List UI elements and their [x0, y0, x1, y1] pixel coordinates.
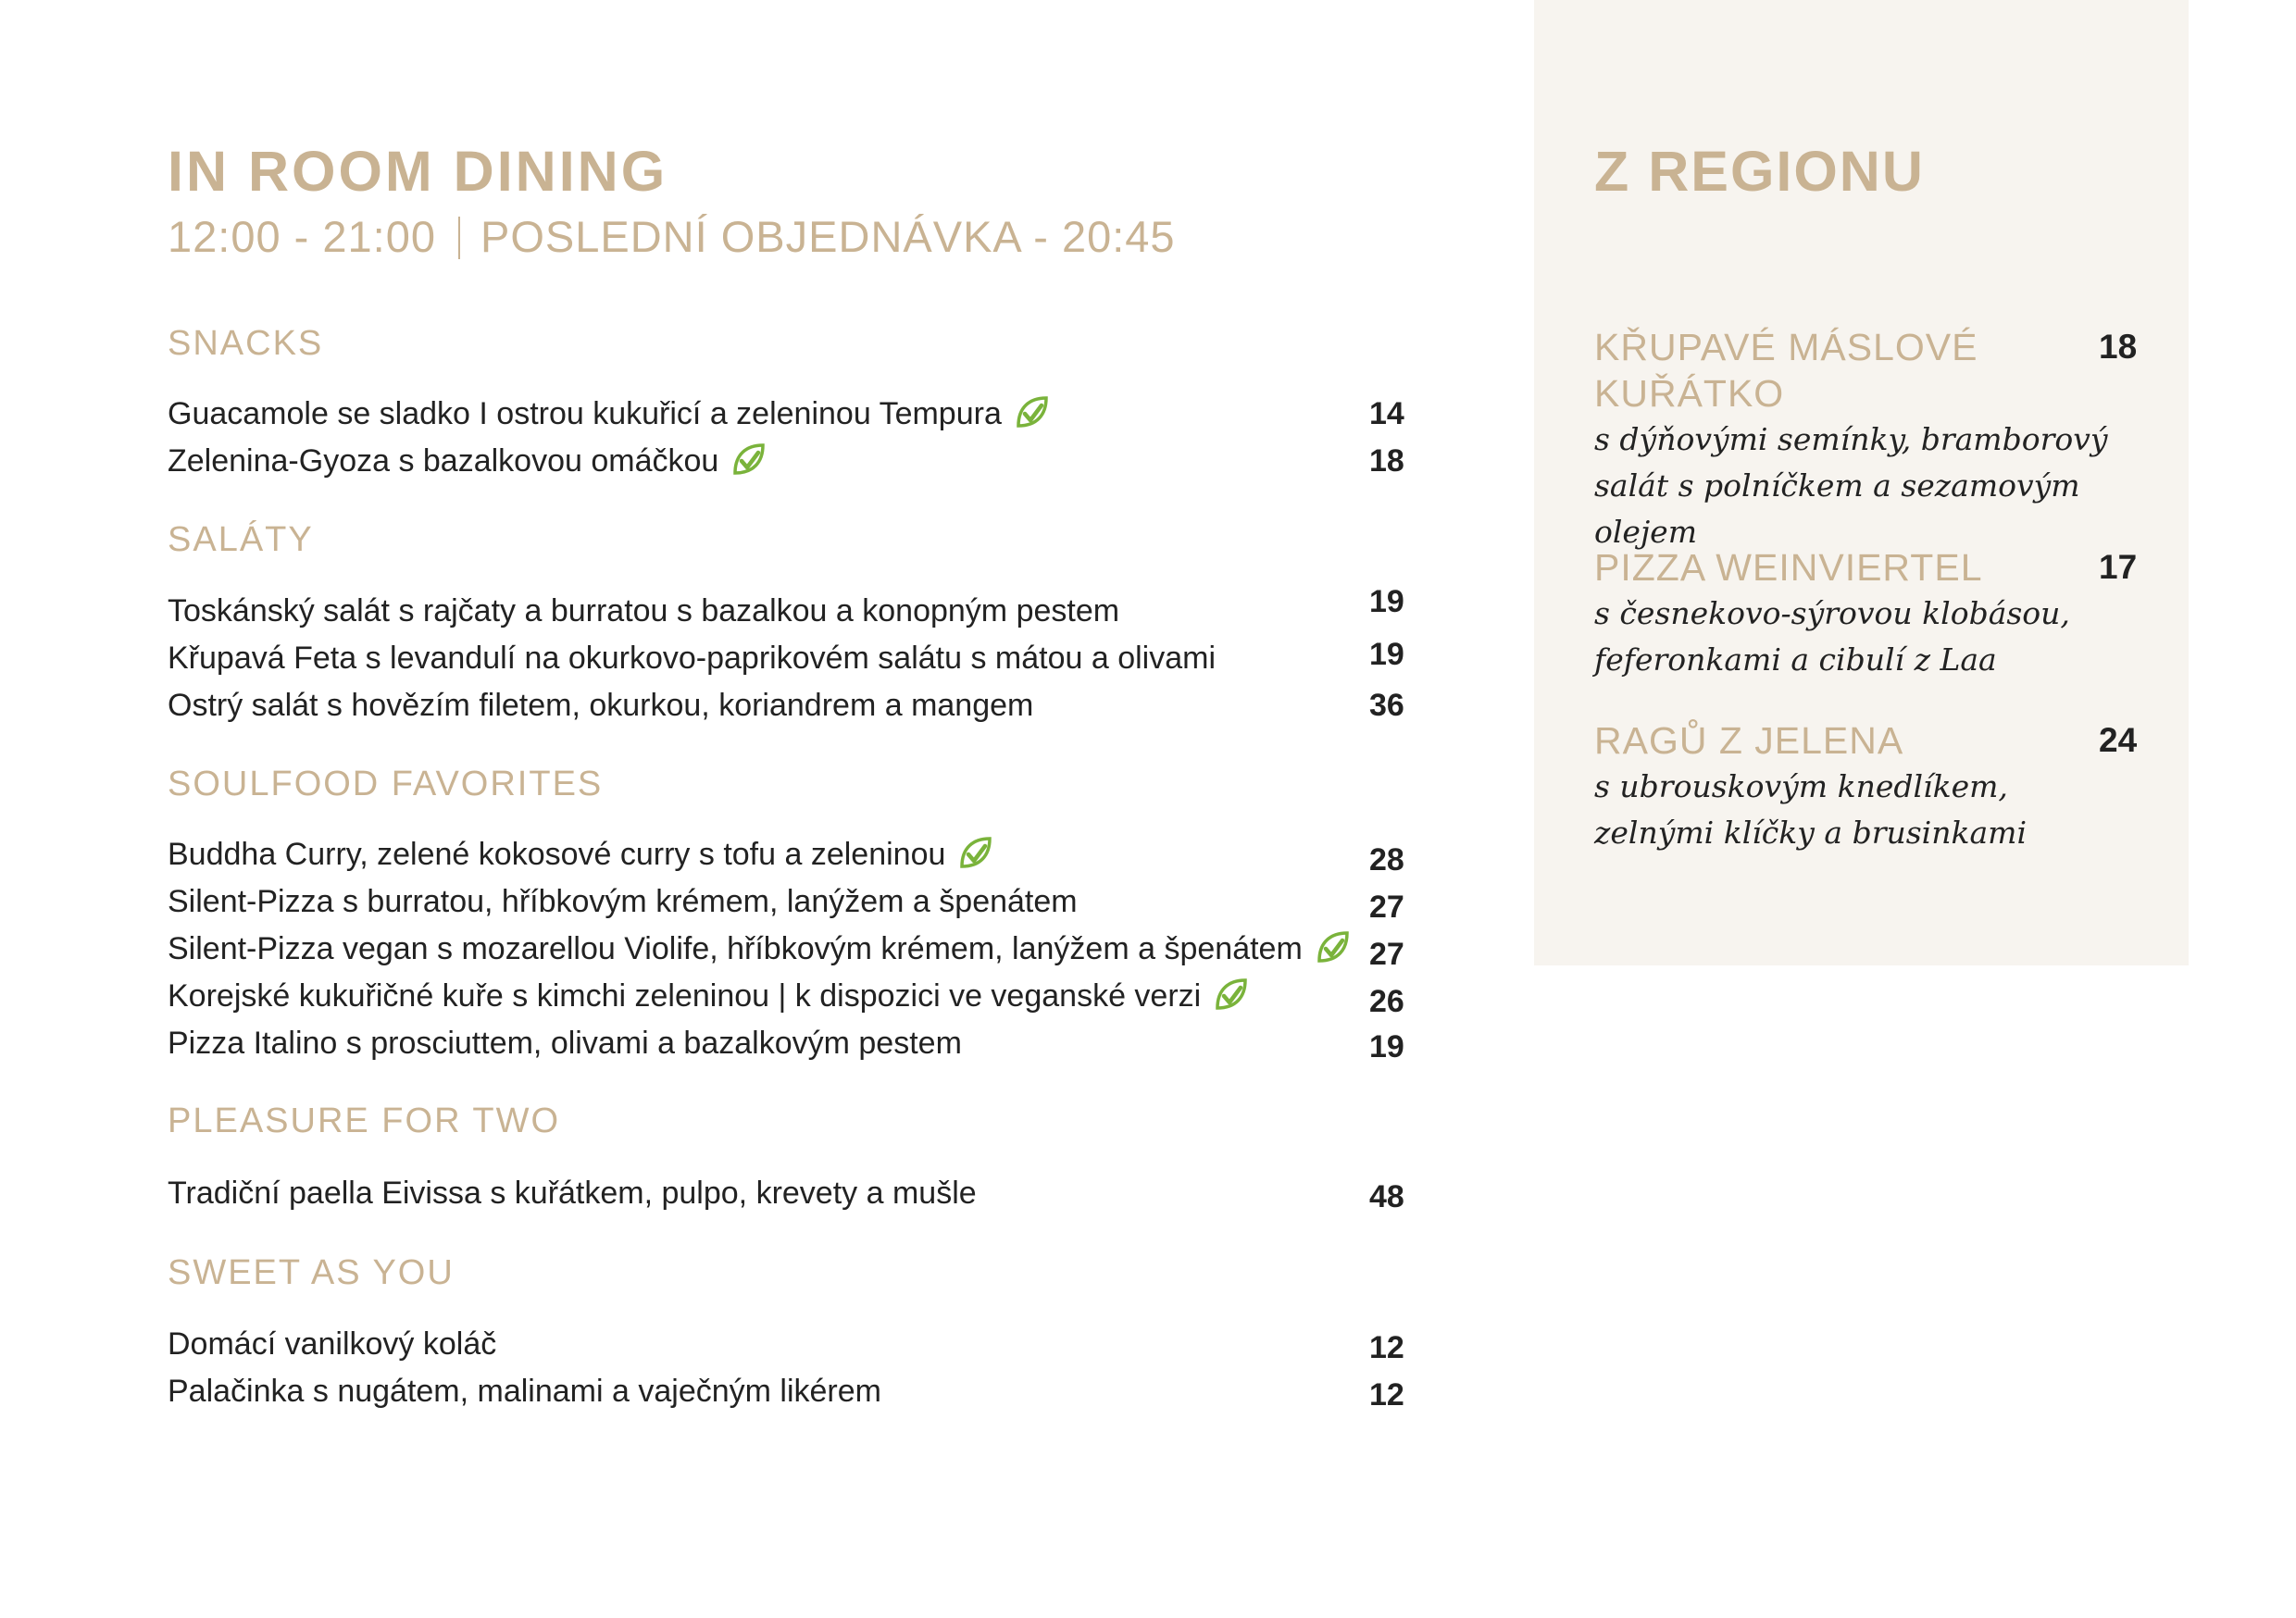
region-item-description: s dýňovými semínky, bramborový salát s polníčkem a sezamovým olejem: [1594, 421, 2108, 550]
menu-item-price: 19: [1369, 1029, 1404, 1064]
menu-item-price: 18: [1369, 443, 1404, 479]
menu-item: [168, 438, 1427, 484]
menu-item-name: Silent-Pizza s burratou, hříbkovým krémem, lanýžem a špenátem: [168, 884, 1078, 919]
section-title-sweet-as-you: SWEET AS YOU: [168, 1253, 455, 1292]
menu-item-name-wrap: [168, 973, 1249, 1019]
menu-item-name: Pizza Italino s prosciuttem, olivami a bazalkovým pestem: [168, 1026, 962, 1061]
hours-text: 12:00 - 21:00: [168, 212, 436, 261]
menu-item-name: Domácí vanilkový koláč: [168, 1326, 497, 1362]
menu-item-price: 19: [1369, 584, 1404, 619]
menu-item: [168, 1170, 1427, 1216]
menu-item-price: 14: [1369, 396, 1404, 431]
menu-item-price: 26: [1369, 984, 1404, 1019]
menu-item: [168, 584, 1427, 634]
leaf-check-icon: [730, 442, 767, 479]
region-item-name: RAGŮ Z JELENA: [1594, 719, 1904, 762]
opening-hours: [168, 211, 1176, 262]
region-item-description: s ubrouskovým knedlíkem, zelnými klíčky a brusinkami: [1594, 768, 2027, 851]
divider: [458, 217, 460, 259]
menu-item-price: 12: [1369, 1377, 1404, 1413]
menu-item-name-wrap: [168, 831, 993, 877]
menu-item-price: 36: [1369, 688, 1404, 723]
menu-item-name-wrap: [168, 391, 1050, 437]
menu-item-price: 27: [1369, 937, 1404, 972]
leaf-check-icon: [1212, 977, 1249, 1014]
menu-item-name: Toskánský salát s rajčaty a burratou s bazalkou a konopným pestem: [168, 593, 1120, 629]
region-item: [1594, 544, 2150, 683]
menu-item: [168, 878, 1427, 925]
region-item-name: KŘUPAVÉ MÁSLOVÉ KUŘÁTKO: [1594, 326, 1978, 415]
menu-item: [168, 635, 1427, 681]
menu-item-price: 28: [1369, 842, 1404, 877]
menu-item: [168, 682, 1427, 728]
menu-item: [168, 973, 1427, 1019]
region-item-price: 18: [2099, 328, 2138, 366]
region-item: [1594, 717, 2150, 856]
menu-item: [168, 1368, 1427, 1414]
menu-item-price: 27: [1369, 890, 1404, 925]
menu-item: [168, 1020, 1427, 1066]
region-item-description: s česnekovo-sýrovou klobásou, feferonkami a cibulí z Laa: [1594, 595, 2070, 678]
menu-item: [168, 926, 1427, 972]
leaf-check-icon: [956, 835, 993, 872]
menu-item: [168, 391, 1427, 437]
region-item-name: PIZZA WEINVIERTEL: [1594, 546, 1983, 589]
menu-item-price: 19: [1369, 637, 1404, 672]
section-title-pleasure-for-two: PLEASURE FOR TWO: [168, 1101, 561, 1140]
region-item-price: 17: [2099, 548, 2138, 586]
leaf-check-icon: [1314, 929, 1351, 966]
menu-item-name-wrap: [168, 926, 1351, 972]
menu-item-name: Křupavá Feta s levandulí na okurkovo-paprikovém salátu s mátou a olivami: [168, 641, 1217, 676]
menu-item-name: Guacamole se sladko I ostrou kukuřicí a zeleninou Tempura: [168, 396, 1002, 431]
menu-item-name: Silent-Pizza vegan s mozarellou Violife, hříbkovým krémem, lanýžem a špenátem: [168, 931, 1303, 966]
menu-item-price: 48: [1369, 1179, 1404, 1214]
menu-item-name: Palačinka s nugátem, malinami a vaječným likérem: [168, 1374, 881, 1409]
region-title: Z REGIONU: [1594, 140, 1925, 203]
menu-item-name-wrap: [168, 438, 767, 484]
page-title: IN ROOM DINING: [168, 140, 668, 203]
menu-item-name: Zelenina-Gyoza s bazalkovou omáčkou: [168, 443, 719, 479]
menu-item: [168, 831, 1427, 877]
section-title-snacks: SNACKS: [168, 324, 324, 363]
section-title-soulfood: SOULFOOD FAVORITES: [168, 765, 604, 803]
menu-item: [168, 1321, 1427, 1367]
last-order-text: POSLEDNÍ OBJEDNÁVKA - 20:45: [480, 212, 1176, 261]
region-item-price: 24: [2099, 721, 2138, 759]
menu-item-name: Ostrý salát s hovězím filetem, okurkou, koriandrem a mangem: [168, 688, 1034, 723]
section-title-salaty: SALÁTY: [168, 520, 314, 559]
menu-item-price: 12: [1369, 1330, 1404, 1365]
menu-item-name: Buddha Curry, zelené kokosové curry s tofu a zeleninou: [168, 837, 946, 872]
menu-item-name: Korejské kukuřičné kuře s kimchi zeleninou | k dispozici ve veganské verzi: [168, 978, 1202, 1014]
region-item: [1594, 324, 2150, 555]
leaf-check-icon: [1013, 394, 1050, 431]
menu-item-name: Tradiční paella Eivissa s kuřátkem, pulpo, krevety a mušle: [168, 1176, 977, 1211]
